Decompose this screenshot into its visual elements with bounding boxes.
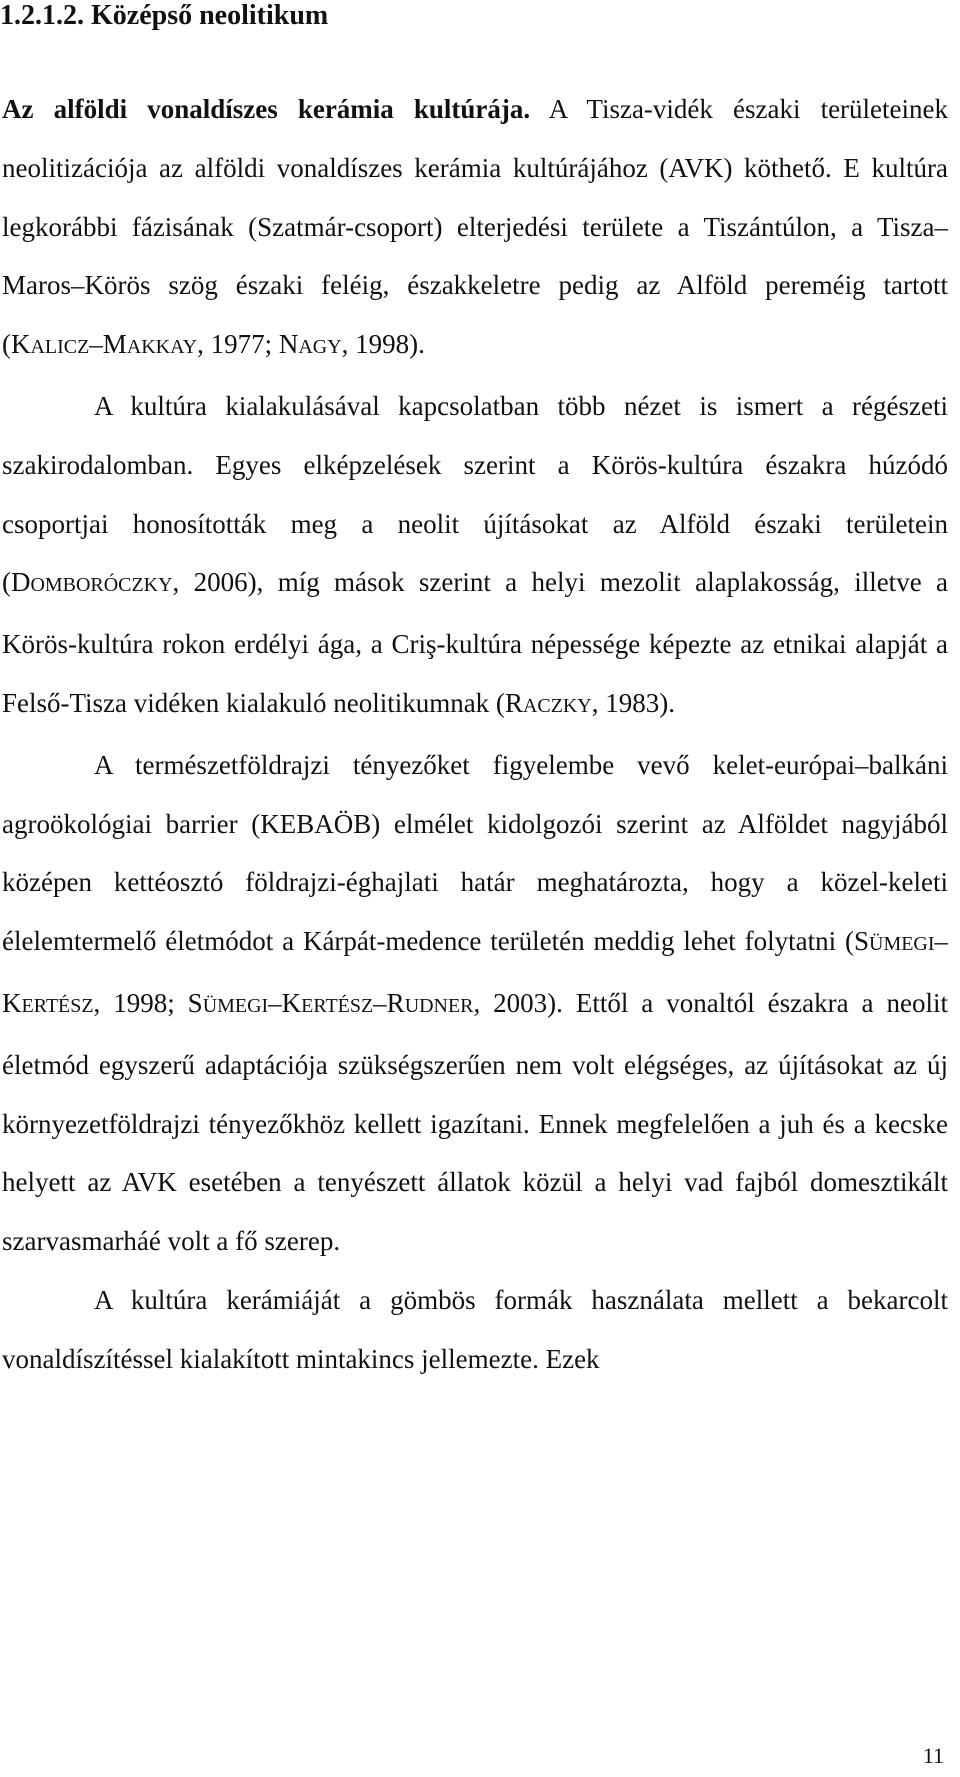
author-initial: D bbox=[11, 567, 31, 598]
text-span: , 1998). bbox=[341, 329, 425, 360]
author-smallcaps: UDNER bbox=[404, 994, 474, 1017]
author-initial: K bbox=[281, 987, 302, 1018]
text-span: , 1977; bbox=[197, 329, 279, 360]
text-span: A Tisza-vidék északi területeinek neolitizációja az alföldi vonaldíszes kerámia kultúrájához (AVK) köthető. E kultúra legkorábbi fázisának (Szatmár-csoport) elterjedési területe a Tiszántúlon, a Tisza–Maros–Körös szög északi feléig, északkeletre pedig az Alföld pereméig tartott ( bbox=[2, 94, 948, 360]
body-text bbox=[2, 80, 948, 1389]
text-span: , 2006), míg mások szerint a helyi mezolit alaplakosság, illetve a Körös-kultúra rokon erdélyi ága, a Criş-kultúra népessége képezte az etnikai alapját a Felső-Tisza vidéken kialakuló neolitikumnak ( bbox=[2, 567, 948, 718]
author-initial: S bbox=[854, 926, 870, 957]
text-span: A kultúra kialakulásával kapcsolatban több nézet is ismert a régészeti szakirodalomban. Egyes elképzelések szerint a Körös-kultúra északra húzódó csoportjai honosították meg a neolit újításokat az Alföld északi területein ( bbox=[2, 390, 948, 598]
author-smallcaps: AGY bbox=[298, 336, 342, 359]
author-initial: K bbox=[11, 329, 31, 360]
author-smallcaps: ÜMEGI bbox=[869, 933, 935, 956]
author-smallcaps: AKKAY bbox=[126, 336, 198, 359]
author-smallcaps: ÜMEGI bbox=[202, 994, 269, 1017]
author-smallcaps: ALICZ bbox=[30, 336, 90, 359]
paragraph-2 bbox=[2, 377, 948, 736]
paragraph-1-lead: Az alföldi vonaldíszes kerámia kultúrája. bbox=[2, 94, 531, 124]
author-initial: M bbox=[102, 329, 127, 360]
text-span: , 1998; bbox=[93, 987, 188, 1018]
author-initial: N bbox=[278, 329, 299, 360]
section-heading: 1.2.1.2. Középső neolitikum bbox=[0, 0, 329, 31]
paragraph-1 bbox=[2, 80, 948, 377]
author-separator: – bbox=[89, 329, 103, 360]
author-smallcaps: ERTÉSZ bbox=[21, 994, 94, 1017]
author-separator: – bbox=[268, 987, 282, 1018]
paragraph-3 bbox=[2, 736, 948, 1271]
text-span: , 2003). Ettől a vonaltól északra a neolit életmód egyszerű adaptációja szükségszerűen nem volt elégséges, az újításokat az új környezetföldrajzi tényezőkhöz kellett igazítani. Ennek megfelelően a juh és a kecske helyett az AVK esetében a tenyészett állatok közül a helyi vad fajból domesztikált szarvasmarháé volt a fő szerep. bbox=[2, 987, 948, 1257]
page-number: 11 bbox=[922, 1743, 944, 1768]
author-smallcaps: ACZKY bbox=[522, 694, 592, 717]
author-smallcaps: OMBORÓCZKY bbox=[30, 574, 173, 597]
text-span: A kultúra kerámiáját a gömbös formák használata mellett a bekarcolt vonaldíszítéssel kialakított mintakincs jellemezte. Ezek bbox=[2, 1284, 948, 1374]
author-initial: R bbox=[504, 687, 523, 718]
text-span: A természetföldrajzi tényezőket figyelembe vevő kelet-európai–balkáni agroökológiai barrier (KEBAÖB) elmélet kidolgozói szerint az Alföldet nagyjából középen kettéosztó földrajzi-éghajlati határ meghatározta, hogy a közel-keleti élelemtermelő életmódot a Kárpát-medence területén meddig lehet folytatni ( bbox=[2, 749, 948, 957]
author-initial: K bbox=[2, 987, 22, 1018]
author-smallcaps: ERTÉSZ bbox=[301, 994, 374, 1017]
author-separator: – bbox=[373, 987, 387, 1018]
author-separator: – bbox=[934, 926, 948, 957]
text-span: , 1983). bbox=[591, 687, 675, 718]
paragraph-4 bbox=[2, 1271, 948, 1389]
author-initial: S bbox=[187, 987, 203, 1018]
author-initial: R bbox=[386, 987, 405, 1018]
